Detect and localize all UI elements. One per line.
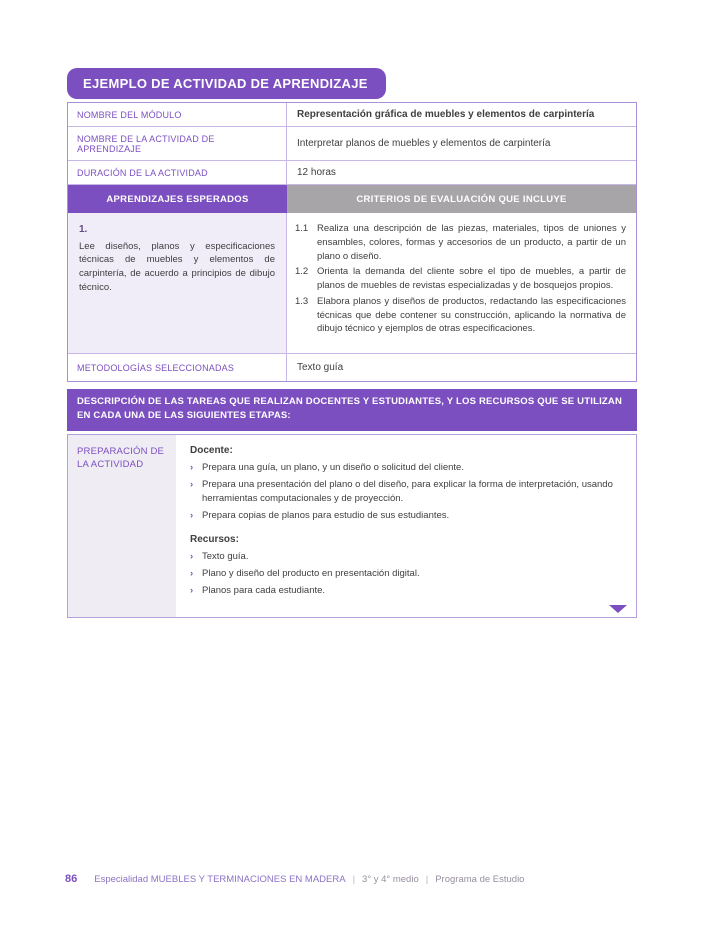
table-row	[68, 103, 636, 127]
methodology-value: Texto guía	[297, 362, 344, 373]
page-title: EJEMPLO DE ACTIVIDAD DE APRENDIZAJE	[67, 68, 386, 99]
preparation-section	[67, 434, 637, 619]
tasks-cell	[176, 435, 636, 618]
recursos-heading: Recursos:	[190, 533, 239, 545]
chevron-bullet-icon: ›	[190, 510, 194, 522]
methodology-label: METODOLOGÍAS SELECCIONADAS	[68, 354, 287, 381]
list-item	[190, 584, 622, 598]
module-name-value: Representación gráfica de muebles y elementos de carpintería	[297, 109, 595, 120]
description-banner: DESCRIPCIÓN DE LAS TAREAS QUE REALIZAN DOCENTES Y ESTUDIANTES, Y LOS RECURSOS QUE SE UTILIZAN EN CADA UNA DE LAS SIGUIENTES ETAPAS:	[67, 389, 637, 431]
continuation-arrow-icon	[609, 605, 627, 613]
activity-name-label: NOMBRE DE LA ACTIVIDAD DE APRENDIZAJE	[68, 127, 287, 160]
footer-separator: |	[352, 873, 356, 885]
criterion-text: Elabora planos y diseños de productos, redactando las especificaciones técnicas que debe contener su construcción, aplicando la normativa de dibujo técnico y ejemplos de otras especificaciones.	[317, 295, 626, 335]
task-text: Planos para cada estudiante.	[202, 585, 326, 596]
footer-program: Programa de Estudio	[435, 873, 525, 885]
learning-content-row	[68, 213, 636, 354]
expected-learning-cell	[68, 213, 287, 353]
activity-info-table	[67, 102, 637, 382]
list-item	[190, 509, 622, 523]
footer-separator: |	[425, 873, 429, 885]
list-item	[190, 478, 622, 507]
objective-text: Lee diseños, planos y especificaciones técnicas de muebles y elementos de carpintería, de acuerdo a principios de dibujo técnico.	[79, 240, 275, 293]
page-number: 86	[65, 873, 78, 885]
list-item	[295, 295, 626, 336]
table-row	[68, 127, 636, 161]
stage-label: PREPARACIÓN DE LA ACTIVIDAD	[68, 435, 176, 618]
methodology-row	[68, 354, 636, 381]
chevron-bullet-icon: ›	[190, 461, 194, 473]
list-item	[295, 265, 626, 293]
evaluation-criteria-cell	[287, 213, 636, 353]
module-name-label: NOMBRE DEL MÓDULO	[68, 103, 287, 126]
objective-number: 1.	[79, 224, 88, 235]
criterion-number: 1.1	[295, 223, 309, 234]
list-item	[190, 550, 622, 564]
table-row	[68, 161, 636, 185]
criterion-number: 1.3	[295, 295, 309, 307]
document-page	[67, 68, 637, 618]
expected-learning-header: APRENDIZAJES ESPERADOS	[68, 185, 287, 213]
task-text: Texto guía.	[202, 550, 249, 562]
footer-grade: 3° y 4° medio	[362, 873, 419, 885]
page-footer	[65, 873, 524, 885]
docente-heading: Docente:	[190, 444, 233, 456]
activity-name-value: Interpretar planos de muebles y elementos de carpintería	[297, 138, 551, 149]
chevron-bullet-icon: ›	[190, 550, 194, 562]
list-item	[295, 222, 626, 263]
task-text: Prepara copias de planos para estudio de sus estudiantes.	[202, 510, 450, 522]
task-text: Prepara una guía, un plano, y un diseño o solicitud del cliente.	[202, 461, 464, 473]
evaluation-criteria-header: CRITERIOS DE EVALUACIÓN QUE INCLUYE	[287, 185, 636, 213]
chevron-bullet-icon: ›	[190, 478, 194, 490]
list-item	[190, 461, 622, 475]
task-text: Prepara una presentación del plano o del diseño, para explicar la forma de interpretación, usando herramientas computacionales y de proyección.	[202, 478, 613, 504]
footer-specialty: Especialidad MUEBLES Y TERMINACIONES EN MADERA	[94, 873, 346, 885]
chevron-bullet-icon: ›	[190, 585, 194, 596]
duration-label: DURACIÓN DE LA ACTIVIDAD	[68, 161, 287, 184]
task-text: Plano y diseño del producto en presentación digital.	[202, 567, 420, 579]
list-item	[190, 567, 622, 581]
column-headers	[68, 185, 636, 213]
duration-value: 12 horas	[297, 167, 336, 178]
criterion-text: Realiza una descripción de las piezas, materiales, tipos de uniones y ensambles, colores, formas y accesorios de un producto, a partir de un plano o diseño.	[317, 223, 626, 262]
criterion-number: 1.2	[295, 266, 309, 278]
chevron-bullet-icon: ›	[190, 567, 194, 579]
criterion-text: Orienta la demanda del cliente sobre el tipo de muebles, a partir de planos de muebles de revistas especializadas y de bosquejos propios.	[317, 266, 626, 292]
